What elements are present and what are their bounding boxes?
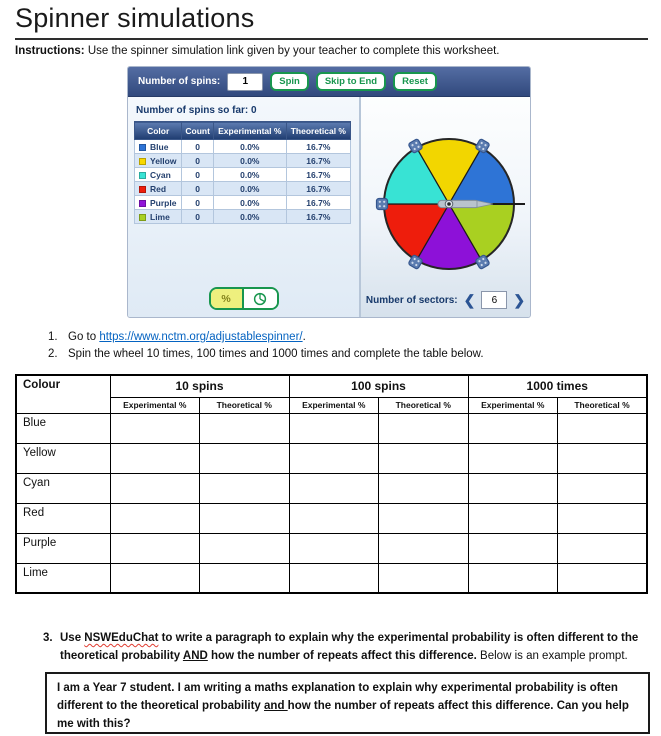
worksheet-empty-cell[interactable] [379, 503, 469, 533]
instructions-line [15, 45, 499, 57]
worksheet-empty-cell[interactable] [289, 533, 379, 563]
worksheet-subheader-theoretical: Theoretical % [558, 397, 648, 413]
sim-cell-experimental: 0.0% [213, 168, 286, 182]
worksheet-subheader-theoretical: Theoretical % [200, 397, 290, 413]
worksheet-empty-cell[interactable] [200, 533, 290, 563]
worksheet-empty-cell[interactable] [468, 443, 558, 473]
sim-cell-count: 0 [182, 140, 213, 154]
worksheet-empty-cell[interactable] [379, 473, 469, 503]
sim-cell-count: 0 [182, 168, 213, 182]
spin-button[interactable]: Spin [270, 72, 309, 91]
worksheet-group-100-spins: 100 spins [289, 375, 468, 397]
sim-cell-experimental: 0.0% [213, 154, 286, 168]
sim-cell-color: Blue [135, 140, 182, 154]
worksheet-empty-cell[interactable] [379, 413, 469, 443]
worksheet-empty-cell[interactable] [110, 533, 200, 563]
step-2-number: 2. [48, 348, 58, 360]
worksheet-subheader-experimental: Experimental % [289, 397, 379, 413]
blue-swatch-icon [139, 144, 146, 151]
worksheet-empty-cell[interactable] [289, 503, 379, 533]
sim-results-pane [128, 97, 361, 318]
page-title: Spinner simulations [15, 3, 255, 33]
prompt-post: how the number of repeats affect this difference. Can you help me with this? [57, 700, 629, 731]
reset-button[interactable]: Reset [393, 72, 437, 91]
sim-cell-color: Purple [135, 196, 182, 210]
worksheet-row-label: Purple [16, 533, 110, 563]
sim-row-red [135, 182, 351, 196]
worksheet-empty-cell[interactable] [379, 533, 469, 563]
worksheet-empty-cell[interactable] [468, 563, 558, 593]
sim-cell-theoretical: 16.7% [286, 140, 350, 154]
spins-so-far-label: Number of spins so far: 0 [136, 105, 257, 116]
number-of-spins-label: Number of spins: [138, 76, 221, 87]
step-3-bold-mid: to write a paragraph to explain why the experimental probability is often different to the theoretical probability [60, 632, 639, 663]
step-3 [43, 629, 650, 665]
worksheet-empty-cell[interactable] [110, 473, 200, 503]
sim-cell-count: 0 [182, 196, 213, 210]
sim-cell-theoretical: 16.7% [286, 182, 350, 196]
step-1 [48, 331, 306, 343]
worksheet-empty-cell[interactable] [200, 473, 290, 503]
worksheet-empty-cell[interactable] [289, 563, 379, 593]
sim-cell-count: 0 [182, 210, 213, 224]
worksheet-subheader-experimental: Experimental % [110, 397, 200, 413]
sim-cell-experimental: 0.0% [213, 140, 286, 154]
worksheet-empty-cell[interactable] [200, 503, 290, 533]
worksheet-row-lime [16, 563, 647, 593]
sim-col-color: Color [135, 122, 182, 140]
sim-wheel-pane [361, 97, 530, 318]
sim-cell-color: Yellow [135, 154, 182, 168]
display-mode-toggle [209, 287, 279, 310]
sim-cell-experimental: 0.0% [213, 182, 286, 196]
worksheet-row-label: Cyan [16, 473, 110, 503]
sim-topbar [128, 67, 530, 97]
worksheet-group-header-row [16, 375, 647, 397]
worksheet-body [16, 413, 647, 593]
worksheet-empty-cell[interactable] [468, 413, 558, 443]
sim-col-theoretical: Theoretical % [286, 122, 350, 140]
worksheet-row-label: Red [16, 503, 110, 533]
step-3-regular: Below is an example prompt. [476, 650, 628, 663]
sim-cell-theoretical: 16.7% [286, 196, 350, 210]
step-2 [48, 348, 484, 360]
sim-body [128, 97, 530, 318]
worksheet-empty-cell[interactable] [468, 503, 558, 533]
worksheet-empty-cell[interactable] [558, 503, 648, 533]
number-of-sectors-input[interactable] [481, 291, 507, 309]
worksheet-empty-cell[interactable] [110, 443, 200, 473]
sim-row-blue [135, 140, 351, 154]
worksheet-empty-cell[interactable] [110, 413, 200, 443]
nsweduchat-mention: NSWEduChat [84, 632, 159, 644]
worksheet-row-purple [16, 533, 647, 563]
step-3-bold-pre: Use [60, 632, 85, 644]
sim-cell-count: 0 [182, 182, 213, 196]
cyan-swatch-icon [139, 172, 146, 179]
number-of-sectors-control [361, 291, 530, 309]
worksheet-row-red [16, 503, 647, 533]
worksheet-row-label: Yellow [16, 443, 110, 473]
step-3-number: 3. [43, 632, 53, 644]
red-swatch-icon [139, 186, 146, 193]
sim-row-cyan [135, 168, 351, 182]
sim-cell-color: Red [135, 182, 182, 196]
worksheet-empty-cell[interactable] [289, 473, 379, 503]
worksheet-empty-cell[interactable] [558, 563, 648, 593]
worksheet-colour-header: Colour [16, 375, 110, 413]
sim-cell-theoretical: 16.7% [286, 210, 350, 224]
pie-chart-icon [253, 292, 267, 306]
worksheet-subheader-row [16, 397, 647, 413]
worksheet-group-10-spins: 10 spins [110, 375, 289, 397]
step-1-post: . [302, 331, 306, 343]
worksheet-empty-cell[interactable] [110, 503, 200, 533]
worksheet-empty-cell[interactable] [289, 413, 379, 443]
worksheet-group-1000-times: 1000 times [468, 375, 647, 397]
number-of-spins-input[interactable] [227, 73, 263, 91]
worksheet-subheader-experimental: Experimental % [468, 397, 558, 413]
prompt-underlined-and: and [264, 700, 288, 713]
worksheet-empty-cell[interactable] [379, 563, 469, 593]
step-1-text [68, 331, 306, 343]
sim-results-table [134, 121, 351, 224]
sim-row-purple [135, 196, 351, 210]
purple-swatch-icon [139, 200, 146, 207]
worksheet-empty-cell[interactable] [558, 473, 648, 503]
prompt-pre: I am a Year 7 student. I am writing a maths explanation to explain why experimental probability is often different to the theoretical probability [57, 682, 618, 713]
step-3-text [60, 629, 650, 665]
worksheet-empty-cell[interactable] [468, 533, 558, 563]
sim-cell-theoretical: 16.7% [286, 154, 350, 168]
sim-row-yellow [135, 154, 351, 168]
example-prompt-box [45, 672, 650, 734]
sim-cell-color: Cyan [135, 168, 182, 182]
sim-cell-theoretical: 16.7% [286, 168, 350, 182]
sim-cell-color: Lime [135, 210, 182, 224]
worksheet-row-blue [16, 413, 647, 443]
pie-mode-button[interactable] [244, 289, 277, 308]
sim-table-body [135, 140, 351, 224]
worksheet-empty-cell[interactable] [289, 443, 379, 473]
spinner-link[interactable]: https://www.nctm.org/adjustablespinner/ [99, 331, 303, 343]
instructions-label: Instructions: [15, 45, 85, 57]
sim-col-experimental: Experimental % [213, 122, 286, 140]
step-3-bold-post: how the number of repeats affect this difference. [207, 650, 477, 663]
sim-cell-experimental: 0.0% [213, 196, 286, 210]
sim-cell-count: 0 [182, 154, 213, 168]
spinner-simulation-panel [127, 66, 531, 318]
sim-row-lime [135, 210, 351, 224]
worksheet-row-cyan [16, 473, 647, 503]
worksheet-empty-cell[interactable] [558, 413, 648, 443]
sim-cell-experimental: 0.0% [213, 210, 286, 224]
step-2-text: Spin the wheel 10 times, 100 times and 1000 times and complete the table below. [68, 348, 484, 360]
worksheet-empty-cell[interactable] [379, 443, 469, 473]
sim-col-count: Count [182, 122, 213, 140]
worksheet-empty-cell[interactable] [110, 563, 200, 593]
percent-mode-button[interactable]: % [211, 289, 244, 308]
worksheet-row-label: Lime [16, 563, 110, 593]
step-1-number: 1. [48, 331, 58, 343]
worksheet-empty-cell[interactable] [468, 473, 558, 503]
worksheet-table [15, 374, 648, 594]
spinner-wheel [361, 97, 531, 318]
sim-table-header-row [135, 122, 351, 140]
lime-swatch-icon [139, 214, 146, 221]
worksheet-row-yellow [16, 443, 647, 473]
sector-drag-handle-icon[interactable] [377, 199, 388, 210]
chevron-right-icon[interactable]: ❯ [513, 292, 526, 308]
worksheet-row-label: Blue [16, 413, 110, 443]
worksheet-empty-cell[interactable] [558, 533, 648, 563]
skip-to-end-button[interactable]: Skip to End [316, 72, 386, 91]
step-1-pre: Go to [68, 331, 100, 343]
number-of-sectors-label: Number of sectors: [365, 294, 458, 306]
yellow-swatch-icon [139, 158, 146, 165]
instructions-text: Use the spinner simulation link given by your teacher to complete this worksheet. [84, 45, 500, 57]
worksheet-empty-cell[interactable] [200, 413, 290, 443]
title-divider [15, 38, 648, 40]
worksheet-empty-cell[interactable] [200, 563, 290, 593]
worksheet-subheader-theoretical: Theoretical % [379, 397, 469, 413]
worksheet-empty-cell[interactable] [558, 443, 648, 473]
worksheet-empty-cell[interactable] [200, 443, 290, 473]
chevron-left-icon[interactable]: ❮ [463, 292, 476, 308]
step-3-and: AND [182, 650, 208, 663]
